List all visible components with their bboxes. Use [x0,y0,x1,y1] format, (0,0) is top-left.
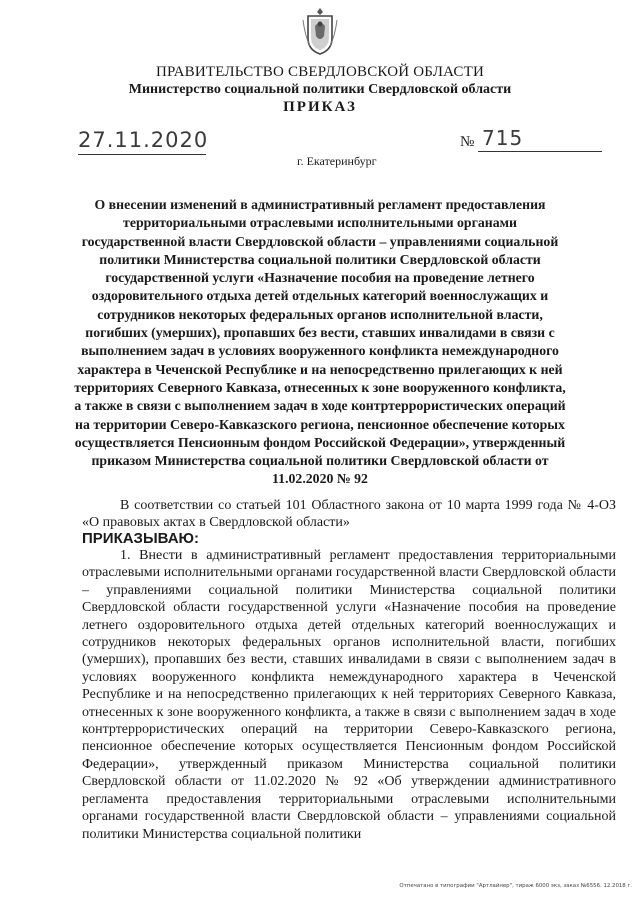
city-name: г. Екатеринбург [297,154,377,168]
order-number: 715 [482,126,524,150]
ministry-name: Министерство социальной политики Свердловской области [128,82,512,97]
intro-paragraph: В соответствии со статьей 101 Областного закона от 10 марта 1999 года № 4-ОЗ «О правовых актах в Свердловской области» [82,498,616,531]
print-footer: Отпечатано в типографии "Артлайнер", тираж 6000 экз, заказ №6556. 12.2018 г. [399,883,632,889]
date-underline [78,154,206,155]
number-label: № [460,134,475,150]
paragraph-1: 1. Внести в административный регламент предоставления территориальными отраслевыми исполнительными органами государственной власти Свердловской области – управлениями социальной политики Министерства социальной политики Свердловской области государственной услуги «Назначение пособия на проведение летнего оздоровительного отдыха детей отдельных категорий военнослужащих и сотрудников некоторых федеральных органов исполнительной власти, погибших (умерших), пропавших без вести, ставших инвалидами в связи с выполнением задач в условиях вооруженного конфликта немеждународного характера в Чеченской Республике и на непосредственно прилегающих к ней территориях Северного Кавказа, отнесенных к зоне вооруженного конфликта, а также в связи с выполнением задач в ходе контртеррористических операций на территории Северо-Кавказского региона, пенсионное обеспечение которых осуществляется Пенсионным фондом Российской Федерации», утвержденный приказом Министерства социальной политики Свердловской области от 11.02.2020 № 92 «Об утверждении административного регламента предоставления территориальными отраслевыми исполнительными органами государственной власти Свердловской области – управлениями социальной политики Министерства социальной политики [82,548,616,842]
coat-of-arms-emblem [300,6,340,56]
document-type: ПРИКАЗ [283,99,357,115]
order-date: 27.11.2020 [78,128,209,152]
order-title: О внесении изменений в административный регламент предоставления территориальными отраслевыми исполнительными органами государственной власти Свердловской области – управлениями социальной политики Министерства социальной политики Свердловской области государственной услуги «Назначение пособия на проведение летнего оздоровительного отдыха детей отдельных категорий военнослужащих и сотрудников некоторых федеральных органов исполнительной власти, погибших (умерших), пропавших без вести, ставших инвалидами в связи с выполнением задач в условиях вооруженного конфликта немеждународного характера в Чеченской Республике и на непосредственно прилегающих к ней территориях Северного Кавказа, отнесенных к зоне вооруженного конфликта, а также в связи с выполнением задач в ходе контртеррористических операций на территории Северо-Кавказского региона, пенсионное обеспечение которых осуществляется Пенсионным фондом Российской Федерации», утвержденный приказом Министерства социальной политики Свердловской области от 11.02.2020 № 92 [74,197,566,487]
order-word: ПРИКАЗЫВАЮ: [82,530,200,547]
number-underline [478,151,602,152]
government-name: ПРАВИТЕЛЬСТВО СВЕРДЛОВСКОЙ ОБЛАСТИ [155,64,485,80]
